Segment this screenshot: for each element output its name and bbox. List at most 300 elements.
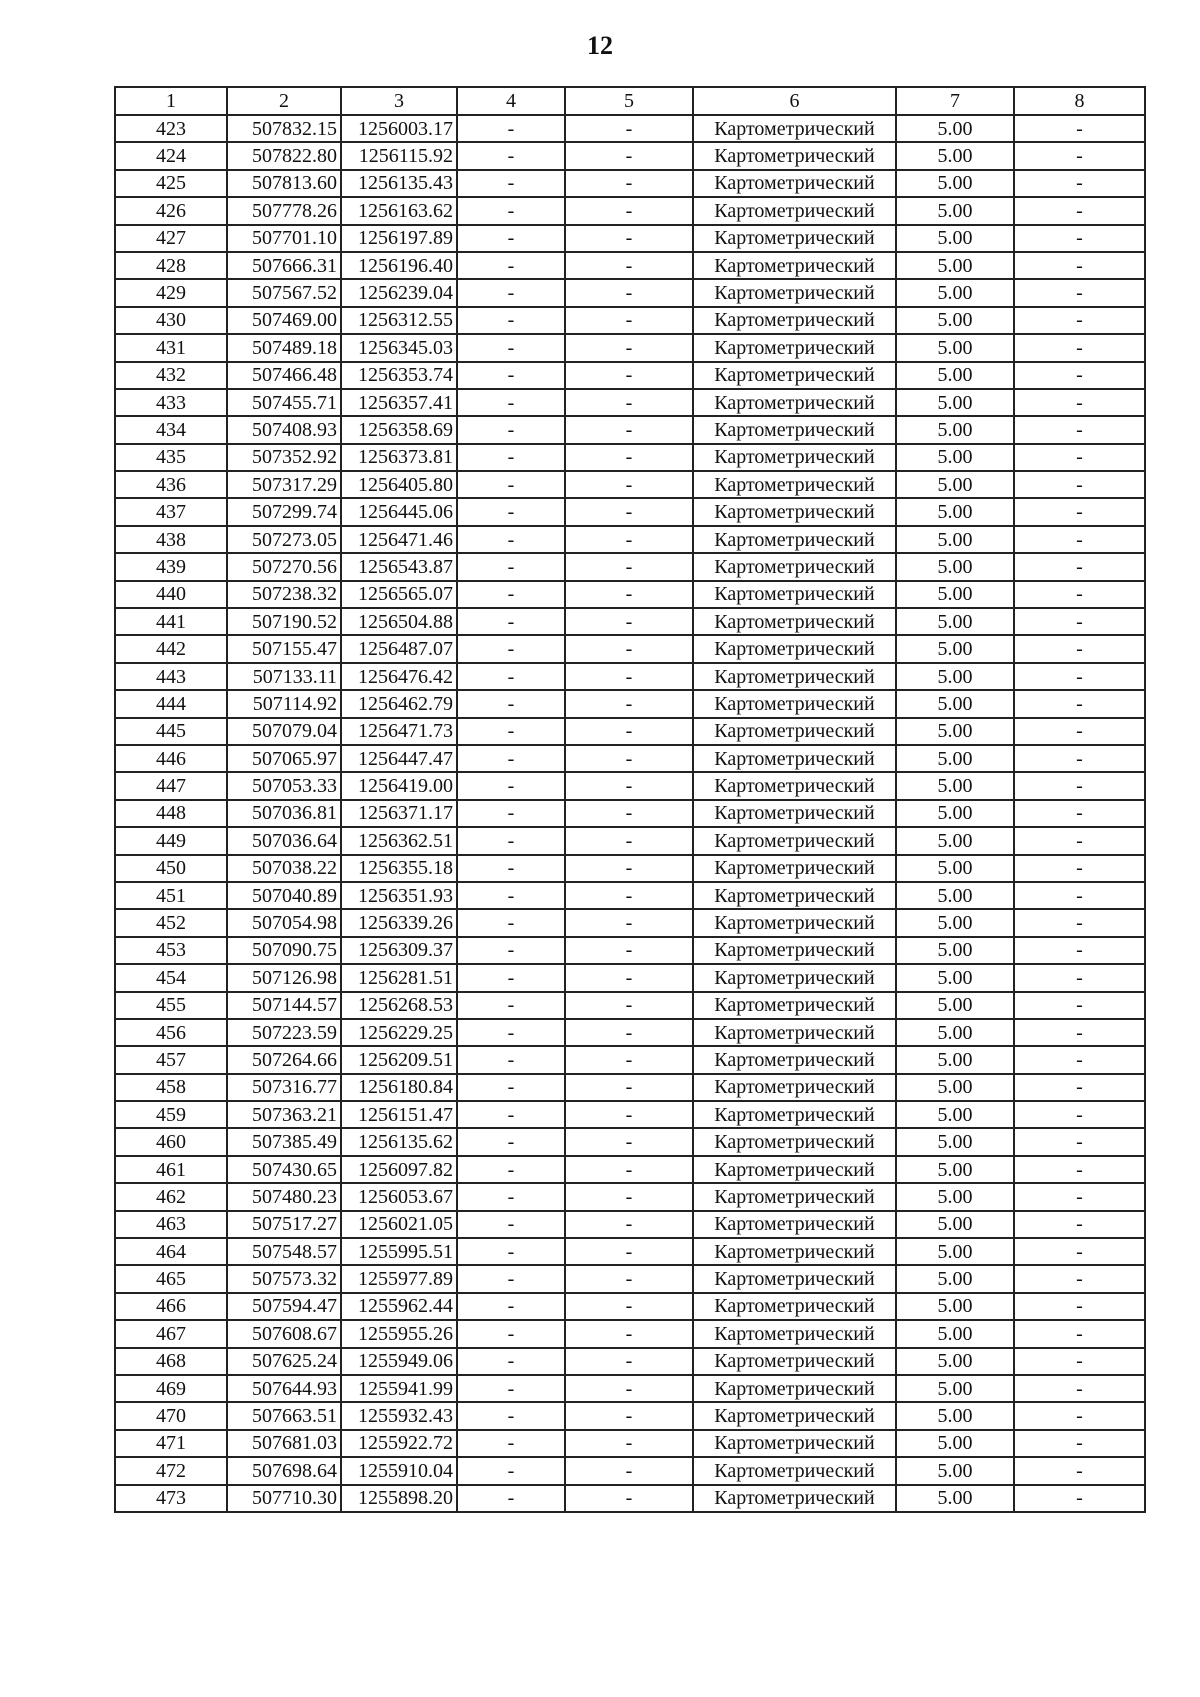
cell-col-8: -: [1014, 1046, 1145, 1073]
cell-col-8: -: [1014, 389, 1145, 416]
cell-col-4: -: [457, 526, 565, 553]
cell-method: Картометрический: [693, 1019, 896, 1046]
cell-method: Картометрический: [693, 1430, 896, 1457]
cell-col-4: -: [457, 362, 565, 389]
cell-accuracy: 5.00: [896, 142, 1014, 169]
cell-point-number: 437: [115, 498, 227, 525]
cell-method: Картометрический: [693, 1211, 896, 1238]
cell-method: Картометрический: [693, 1348, 896, 1375]
cell-col-8: -: [1014, 1183, 1145, 1210]
table-row: [115, 252, 1145, 279]
cell-x-coordinate: 507053.33: [227, 772, 341, 799]
cell-col-8: -: [1014, 909, 1145, 936]
cell-col-4: -: [457, 608, 565, 635]
cell-col-4: -: [457, 279, 565, 306]
cell-x-coordinate: 507133.11: [227, 663, 341, 690]
cell-point-number: 464: [115, 1238, 227, 1265]
cell-col-8: -: [1014, 964, 1145, 991]
cell-col-5: -: [565, 581, 693, 608]
cell-col-5: -: [565, 197, 693, 224]
table-row: [115, 663, 1145, 690]
cell-col-8: -: [1014, 1293, 1145, 1320]
cell-x-coordinate: 507663.51: [227, 1402, 341, 1429]
cell-col-4: -: [457, 635, 565, 662]
cell-accuracy: 5.00: [896, 1348, 1014, 1375]
cell-point-number: 435: [115, 444, 227, 471]
cell-x-coordinate: 507681.03: [227, 1430, 341, 1457]
cell-accuracy: 5.00: [896, 1320, 1014, 1347]
cell-col-4: -: [457, 1430, 565, 1457]
cell-y-coordinate: 1256163.62: [341, 197, 457, 224]
cell-col-8: -: [1014, 553, 1145, 580]
cell-y-coordinate: 1256445.06: [341, 498, 457, 525]
cell-col-4: -: [457, 498, 565, 525]
cell-method: Картометрический: [693, 1156, 896, 1183]
table-row: [115, 1211, 1145, 1238]
cell-col-5: -: [565, 115, 693, 142]
cell-col-4: -: [457, 581, 565, 608]
table-row: [115, 471, 1145, 498]
cell-col-8: -: [1014, 416, 1145, 443]
cell-col-8: -: [1014, 498, 1145, 525]
cell-method: Картометрический: [693, 279, 896, 306]
cell-y-coordinate: 1256543.87: [341, 553, 457, 580]
cell-col-8: -: [1014, 444, 1145, 471]
cell-col-5: -: [565, 1265, 693, 1292]
cell-method: Картометрический: [693, 444, 896, 471]
cell-col-5: -: [565, 663, 693, 690]
table-row: [115, 882, 1145, 909]
cell-y-coordinate: 1256209.51: [341, 1046, 457, 1073]
cell-col-4: -: [457, 1320, 565, 1347]
cell-x-coordinate: 507079.04: [227, 718, 341, 745]
cell-y-coordinate: 1256373.81: [341, 444, 457, 471]
cell-accuracy: 5.00: [896, 526, 1014, 553]
table-header: [115, 87, 1145, 115]
cell-point-number: 431: [115, 334, 227, 361]
cell-accuracy: 5.00: [896, 909, 1014, 936]
cell-point-number: 444: [115, 690, 227, 717]
cell-method: Картометрический: [693, 197, 896, 224]
cell-col-8: -: [1014, 1211, 1145, 1238]
cell-method: Картометрический: [693, 389, 896, 416]
cell-y-coordinate: 1256135.43: [341, 170, 457, 197]
cell-col-4: -: [457, 1485, 565, 1512]
cell-y-coordinate: 1255949.06: [341, 1348, 457, 1375]
cell-method: Картометрический: [693, 1320, 896, 1347]
header-cell-col-2: 2: [227, 87, 341, 115]
cell-x-coordinate: 507223.59: [227, 1019, 341, 1046]
cell-col-5: -: [565, 1320, 693, 1347]
cell-col-8: -: [1014, 1375, 1145, 1402]
cell-col-5: -: [565, 1457, 693, 1484]
table-row: [115, 1320, 1145, 1347]
cell-col-4: -: [457, 252, 565, 279]
cell-x-coordinate: 507038.22: [227, 855, 341, 882]
cell-col-4: -: [457, 772, 565, 799]
cell-point-number: 425: [115, 170, 227, 197]
table-row: [115, 225, 1145, 252]
cell-y-coordinate: 1256351.93: [341, 882, 457, 909]
cell-col-5: -: [565, 553, 693, 580]
cell-method: Картометрический: [693, 142, 896, 169]
cell-accuracy: 5.00: [896, 1265, 1014, 1292]
cell-col-4: -: [457, 718, 565, 745]
cell-method: Картометрический: [693, 252, 896, 279]
cell-method: Картометрический: [693, 225, 896, 252]
cell-col-4: -: [457, 1019, 565, 1046]
cell-col-8: -: [1014, 1402, 1145, 1429]
cell-method: Картометрический: [693, 1101, 896, 1128]
cell-method: Картометрический: [693, 170, 896, 197]
cell-y-coordinate: 1256355.18: [341, 855, 457, 882]
cell-point-number: 472: [115, 1457, 227, 1484]
cell-col-4: -: [457, 115, 565, 142]
cell-accuracy: 5.00: [896, 1430, 1014, 1457]
cell-col-4: -: [457, 1156, 565, 1183]
cell-accuracy: 5.00: [896, 581, 1014, 608]
cell-point-number: 456: [115, 1019, 227, 1046]
cell-col-5: -: [565, 1348, 693, 1375]
table-row: [115, 937, 1145, 964]
cell-col-8: -: [1014, 608, 1145, 635]
cell-point-number: 452: [115, 909, 227, 936]
cell-x-coordinate: 507567.52: [227, 279, 341, 306]
cell-point-number: 466: [115, 1293, 227, 1320]
cell-col-5: -: [565, 937, 693, 964]
cell-accuracy: 5.00: [896, 1457, 1014, 1484]
cell-method: Картометрический: [693, 471, 896, 498]
cell-x-coordinate: 507036.64: [227, 827, 341, 854]
table-row: [115, 772, 1145, 799]
header-cell-col-3: 3: [341, 87, 457, 115]
cell-col-5: -: [565, 909, 693, 936]
cell-method: Картометрический: [693, 635, 896, 662]
cell-col-8: -: [1014, 1320, 1145, 1347]
coordinates-table: [114, 86, 1146, 1513]
table-row: [115, 800, 1145, 827]
table-row: [115, 526, 1145, 553]
cell-y-coordinate: 1255941.99: [341, 1375, 457, 1402]
cell-col-8: -: [1014, 1074, 1145, 1101]
cell-method: Картометрический: [693, 1074, 896, 1101]
cell-col-4: -: [457, 142, 565, 169]
cell-col-5: -: [565, 225, 693, 252]
cell-accuracy: 5.00: [896, 1019, 1014, 1046]
cell-col-8: -: [1014, 115, 1145, 142]
cell-method: Картометрический: [693, 1183, 896, 1210]
cell-y-coordinate: 1256312.55: [341, 307, 457, 334]
table-row: [115, 608, 1145, 635]
cell-accuracy: 5.00: [896, 1485, 1014, 1512]
cell-col-5: -: [565, 1238, 693, 1265]
cell-x-coordinate: 507316.77: [227, 1074, 341, 1101]
cell-point-number: 470: [115, 1402, 227, 1429]
cell-col-8: -: [1014, 827, 1145, 854]
cell-y-coordinate: 1256021.05: [341, 1211, 457, 1238]
cell-y-coordinate: 1256345.03: [341, 334, 457, 361]
cell-col-4: -: [457, 1183, 565, 1210]
cell-col-5: -: [565, 416, 693, 443]
cell-accuracy: 5.00: [896, 1293, 1014, 1320]
cell-col-5: -: [565, 690, 693, 717]
cell-y-coordinate: 1256115.92: [341, 142, 457, 169]
cell-y-coordinate: 1256281.51: [341, 964, 457, 991]
cell-accuracy: 5.00: [896, 882, 1014, 909]
header-cell-col-7: 7: [896, 87, 1014, 115]
cell-col-4: -: [457, 1457, 565, 1484]
cell-col-5: -: [565, 772, 693, 799]
cell-method: Картометрический: [693, 416, 896, 443]
cell-x-coordinate: 507363.21: [227, 1101, 341, 1128]
cell-accuracy: 5.00: [896, 937, 1014, 964]
cell-x-coordinate: 507065.97: [227, 745, 341, 772]
header-cell-col-6: 6: [693, 87, 896, 115]
cell-col-8: -: [1014, 718, 1145, 745]
table-row: [115, 690, 1145, 717]
cell-method: Картометрический: [693, 745, 896, 772]
cell-col-8: -: [1014, 1348, 1145, 1375]
cell-col-4: -: [457, 334, 565, 361]
cell-y-coordinate: 1256151.47: [341, 1101, 457, 1128]
cell-y-coordinate: 1255910.04: [341, 1457, 457, 1484]
cell-accuracy: 5.00: [896, 362, 1014, 389]
cell-method: Картометрический: [693, 1128, 896, 1155]
cell-point-number: 458: [115, 1074, 227, 1101]
cell-x-coordinate: 507430.65: [227, 1156, 341, 1183]
cell-x-coordinate: 507054.98: [227, 909, 341, 936]
cell-col-4: -: [457, 307, 565, 334]
cell-x-coordinate: 507270.56: [227, 553, 341, 580]
cell-point-number: 461: [115, 1156, 227, 1183]
cell-col-4: -: [457, 1101, 565, 1128]
cell-accuracy: 5.00: [896, 855, 1014, 882]
table-row: [115, 1402, 1145, 1429]
cell-x-coordinate: 507813.60: [227, 170, 341, 197]
cell-col-4: -: [457, 389, 565, 416]
cell-col-8: -: [1014, 1238, 1145, 1265]
cell-point-number: 442: [115, 635, 227, 662]
cell-y-coordinate: 1256358.69: [341, 416, 457, 443]
cell-method: Картометрический: [693, 1402, 896, 1429]
cell-col-4: -: [457, 444, 565, 471]
cell-col-8: -: [1014, 937, 1145, 964]
cell-y-coordinate: 1256239.04: [341, 279, 457, 306]
cell-col-4: -: [457, 909, 565, 936]
cell-y-coordinate: 1256268.53: [341, 992, 457, 1019]
cell-col-5: -: [565, 1183, 693, 1210]
cell-point-number: 469: [115, 1375, 227, 1402]
cell-method: Картометрический: [693, 526, 896, 553]
cell-point-number: 443: [115, 663, 227, 690]
cell-col-4: -: [457, 225, 565, 252]
cell-accuracy: 5.00: [896, 444, 1014, 471]
cell-accuracy: 5.00: [896, 389, 1014, 416]
cell-col-5: -: [565, 142, 693, 169]
table-row: [115, 1183, 1145, 1210]
cell-method: Картометрический: [693, 718, 896, 745]
cell-method: Картометрический: [693, 608, 896, 635]
cell-accuracy: 5.00: [896, 772, 1014, 799]
cell-col-8: -: [1014, 882, 1145, 909]
cell-y-coordinate: 1256180.84: [341, 1074, 457, 1101]
table-row: [115, 1074, 1145, 1101]
cell-col-8: -: [1014, 663, 1145, 690]
cell-accuracy: 5.00: [896, 252, 1014, 279]
cell-col-5: -: [565, 1430, 693, 1457]
cell-col-8: -: [1014, 279, 1145, 306]
cell-method: Картометрический: [693, 1265, 896, 1292]
cell-x-coordinate: 507238.32: [227, 581, 341, 608]
cell-y-coordinate: 1256419.00: [341, 772, 457, 799]
cell-col-5: -: [565, 170, 693, 197]
cell-col-4: -: [457, 197, 565, 224]
cell-method: Картометрический: [693, 663, 896, 690]
cell-y-coordinate: 1256471.46: [341, 526, 457, 553]
header-cell-col-5: 5: [565, 87, 693, 115]
cell-col-4: -: [457, 1211, 565, 1238]
cell-accuracy: 5.00: [896, 1101, 1014, 1128]
cell-col-5: -: [565, 1074, 693, 1101]
cell-x-coordinate: 507114.92: [227, 690, 341, 717]
table-row: [115, 909, 1145, 936]
cell-method: Картометрический: [693, 1457, 896, 1484]
cell-x-coordinate: 507480.23: [227, 1183, 341, 1210]
cell-accuracy: 5.00: [896, 745, 1014, 772]
cell-col-8: -: [1014, 471, 1145, 498]
cell-col-5: -: [565, 827, 693, 854]
cell-method: Картометрический: [693, 307, 896, 334]
cell-accuracy: 5.00: [896, 1156, 1014, 1183]
cell-col-5: -: [565, 718, 693, 745]
cell-col-5: -: [565, 471, 693, 498]
table-row: [115, 115, 1145, 142]
cell-x-coordinate: 507822.80: [227, 142, 341, 169]
cell-point-number: 459: [115, 1101, 227, 1128]
cell-point-number: 426: [115, 197, 227, 224]
cell-point-number: 450: [115, 855, 227, 882]
cell-point-number: 436: [115, 471, 227, 498]
cell-point-number: 453: [115, 937, 227, 964]
cell-col-4: -: [457, 1238, 565, 1265]
cell-col-8: -: [1014, 581, 1145, 608]
cell-point-number: 449: [115, 827, 227, 854]
cell-accuracy: 5.00: [896, 1046, 1014, 1073]
cell-y-coordinate: 1256487.07: [341, 635, 457, 662]
cell-point-number: 434: [115, 416, 227, 443]
table-row: [115, 416, 1145, 443]
cell-col-8: -: [1014, 252, 1145, 279]
cell-col-4: -: [457, 1375, 565, 1402]
cell-x-coordinate: 507090.75: [227, 937, 341, 964]
cell-col-8: -: [1014, 690, 1145, 717]
cell-accuracy: 5.00: [896, 115, 1014, 142]
cell-col-5: -: [565, 252, 693, 279]
cell-col-8: -: [1014, 307, 1145, 334]
cell-col-4: -: [457, 471, 565, 498]
table-row: [115, 1485, 1145, 1512]
cell-col-8: -: [1014, 1430, 1145, 1457]
cell-x-coordinate: 507273.05: [227, 526, 341, 553]
cell-point-number: 429: [115, 279, 227, 306]
cell-method: Картометрический: [693, 827, 896, 854]
cell-x-coordinate: 507385.49: [227, 1128, 341, 1155]
cell-col-4: -: [457, 690, 565, 717]
cell-col-5: -: [565, 1046, 693, 1073]
cell-accuracy: 5.00: [896, 170, 1014, 197]
cell-col-5: -: [565, 1402, 693, 1429]
cell-col-8: -: [1014, 1265, 1145, 1292]
cell-x-coordinate: 507126.98: [227, 964, 341, 991]
cell-x-coordinate: 507710.30: [227, 1485, 341, 1512]
cell-y-coordinate: 1256309.37: [341, 937, 457, 964]
cell-col-5: -: [565, 498, 693, 525]
cell-y-coordinate: 1256053.67: [341, 1183, 457, 1210]
cell-x-coordinate: 507608.67: [227, 1320, 341, 1347]
cell-point-number: 432: [115, 362, 227, 389]
cell-y-coordinate: 1256197.89: [341, 225, 457, 252]
cell-x-coordinate: 507408.93: [227, 416, 341, 443]
page-number: 12: [587, 31, 613, 60]
cell-col-5: -: [565, 1293, 693, 1320]
cell-method: Картометрический: [693, 1238, 896, 1265]
cell-col-4: -: [457, 937, 565, 964]
cell-point-number: 439: [115, 553, 227, 580]
cell-col-5: -: [565, 964, 693, 991]
cell-y-coordinate: 1255977.89: [341, 1265, 457, 1292]
cell-accuracy: 5.00: [896, 663, 1014, 690]
table-row: [115, 1265, 1145, 1292]
cell-point-number: 448: [115, 800, 227, 827]
table-row: [115, 855, 1145, 882]
cell-accuracy: 5.00: [896, 553, 1014, 580]
cell-method: Картометрический: [693, 800, 896, 827]
cell-col-4: -: [457, 1348, 565, 1375]
cell-accuracy: 5.00: [896, 1128, 1014, 1155]
cell-x-coordinate: 507778.26: [227, 197, 341, 224]
cell-col-5: -: [565, 608, 693, 635]
cell-x-coordinate: 507698.64: [227, 1457, 341, 1484]
table-row: [115, 964, 1145, 991]
cell-col-4: -: [457, 1402, 565, 1429]
cell-method: Картометрический: [693, 334, 896, 361]
table-row: [115, 745, 1145, 772]
cell-col-5: -: [565, 444, 693, 471]
cell-x-coordinate: 507644.93: [227, 1375, 341, 1402]
cell-point-number: 447: [115, 772, 227, 799]
cell-accuracy: 5.00: [896, 1402, 1014, 1429]
cell-col-8: -: [1014, 334, 1145, 361]
cell-col-5: -: [565, 992, 693, 1019]
table-row: [115, 197, 1145, 224]
table-row: [115, 1348, 1145, 1375]
cell-col-8: -: [1014, 526, 1145, 553]
cell-col-5: -: [565, 1101, 693, 1128]
cell-point-number: 467: [115, 1320, 227, 1347]
cell-y-coordinate: 1255898.20: [341, 1485, 457, 1512]
cell-x-coordinate: 507594.47: [227, 1293, 341, 1320]
cell-x-coordinate: 507548.57: [227, 1238, 341, 1265]
cell-accuracy: 5.00: [896, 498, 1014, 525]
cell-col-4: -: [457, 1128, 565, 1155]
header-row: [115, 87, 1145, 115]
cell-accuracy: 5.00: [896, 827, 1014, 854]
cell-col-4: -: [457, 1074, 565, 1101]
cell-x-coordinate: 507701.10: [227, 225, 341, 252]
table-row: [115, 444, 1145, 471]
cell-col-5: -: [565, 800, 693, 827]
cell-x-coordinate: 507036.81: [227, 800, 341, 827]
